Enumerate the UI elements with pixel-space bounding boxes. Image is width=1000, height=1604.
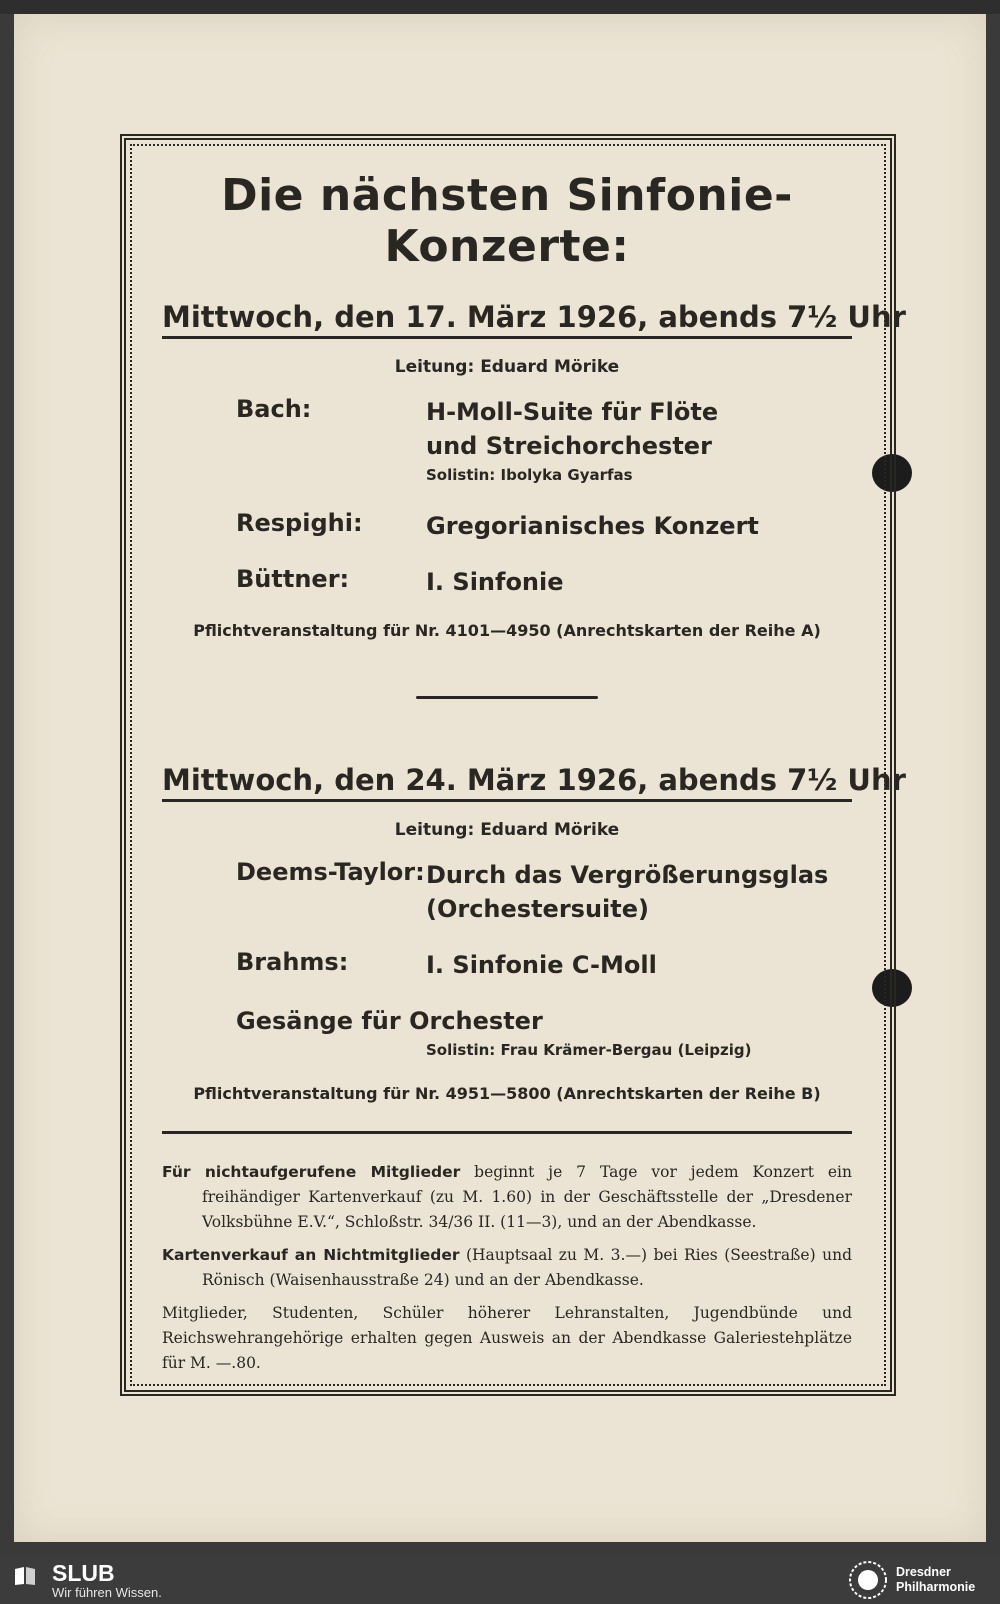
concert-block-2	[162, 763, 906, 1103]
composer: Respighi:	[236, 509, 363, 537]
program-item	[236, 858, 852, 926]
work-title: Durch das Vergrößerungsglas	[426, 861, 829, 889]
note-lead: Für nichtaufgerufene Mitglieder	[162, 1163, 461, 1181]
note-lead: Kartenverkauf an Nichtmitglieder	[162, 1246, 460, 1264]
work-title-continued: (Orchestersuite)	[426, 895, 649, 923]
philharmonie-logo-icon[interactable]	[848, 1560, 888, 1600]
partner-name	[896, 1565, 996, 1595]
soloist: Solistin: Frau Krämer-Bergau (Leipzig)	[426, 1041, 752, 1059]
conductor: Leitung: Eduard Mörike	[394, 357, 620, 377]
work-title: Gesänge für Orchester	[236, 1007, 543, 1035]
program-item	[236, 948, 852, 982]
concert-block-1	[162, 300, 906, 640]
obligation-note: Pflichtveranstaltung für Nr. 4101—4950 (Anrechtskarten der Reihe A)	[193, 621, 821, 640]
section-divider	[416, 696, 598, 699]
concert-announcement	[162, 160, 906, 1384]
conductor: Leitung: Eduard Mörike	[394, 820, 620, 840]
note-text: beginnt je 7 Tage vor jedem Konzert ein freihändiger Kartenverkauf (zu M. 1.60) in der Geschäftsstelle der „Dresdener Volksbühne E.V.“, Schloßstr. 34/36 II. (11—3), und an der Abendkasse.	[202, 1163, 852, 1231]
scan-border	[0, 0, 1000, 14]
note-text: (Hauptsaal zu M. 3.—) bei Ries (Seestraße) und Rönisch (Waisenhausstraße 24) und an der Abendkasse.	[202, 1246, 852, 1289]
page-title: Die nächsten Sinfonie-Konzerte:	[221, 170, 793, 272]
ticket-notes	[162, 1160, 852, 1376]
program-item	[236, 509, 852, 543]
note-nonmembers	[162, 1243, 852, 1293]
library-name[interactable]: SLUB	[52, 1560, 115, 1586]
work-title: I. Sinfonie	[426, 568, 564, 596]
program-item	[236, 1004, 852, 1062]
composer: Büttner:	[236, 565, 350, 593]
composer: Brahms:	[236, 948, 349, 976]
concert-date: Mittwoch, den 24. März 1926, abends 7½ Uhr	[162, 763, 852, 802]
viewer-footer	[0, 1556, 1000, 1604]
work-title: Gregorianisches Konzert	[426, 512, 759, 540]
note-discounts: Mitglieder, Studenten, Schüler höherer Lehranstalten, Jugendbünde und Reichswehrangehörige erhalten gegen Ausweis an der Abendkasse Galeriestehplätze für M. —.80.	[162, 1304, 852, 1372]
program-item	[236, 395, 852, 487]
work-title: I. Sinfonie C-Moll	[426, 951, 657, 979]
soloist: Solistin: Ibolyka Gyarfas	[426, 466, 633, 484]
work-title: H-Moll-Suite für Flöte	[426, 398, 719, 426]
partner-name-line2: Philharmonie	[896, 1580, 976, 1594]
composer: Bach:	[236, 395, 312, 423]
library-tagline: Wir führen Wissen.	[52, 1585, 162, 1600]
partner-name-line1: Dresdner	[896, 1565, 951, 1579]
obligation-note: Pflichtveranstaltung für Nr. 4951—5800 (Anrechtskarten der Reihe B)	[193, 1084, 821, 1103]
note-members	[162, 1160, 852, 1235]
horizontal-rule	[162, 1131, 852, 1134]
composer: Deems-Taylor:	[236, 858, 425, 886]
work-title-continued: und Streichorchester	[426, 432, 712, 460]
book-icon[interactable]	[14, 1566, 36, 1586]
program-item	[236, 565, 852, 599]
concert-date: Mittwoch, den 17. März 1926, abends 7½ Uhr	[162, 300, 852, 339]
